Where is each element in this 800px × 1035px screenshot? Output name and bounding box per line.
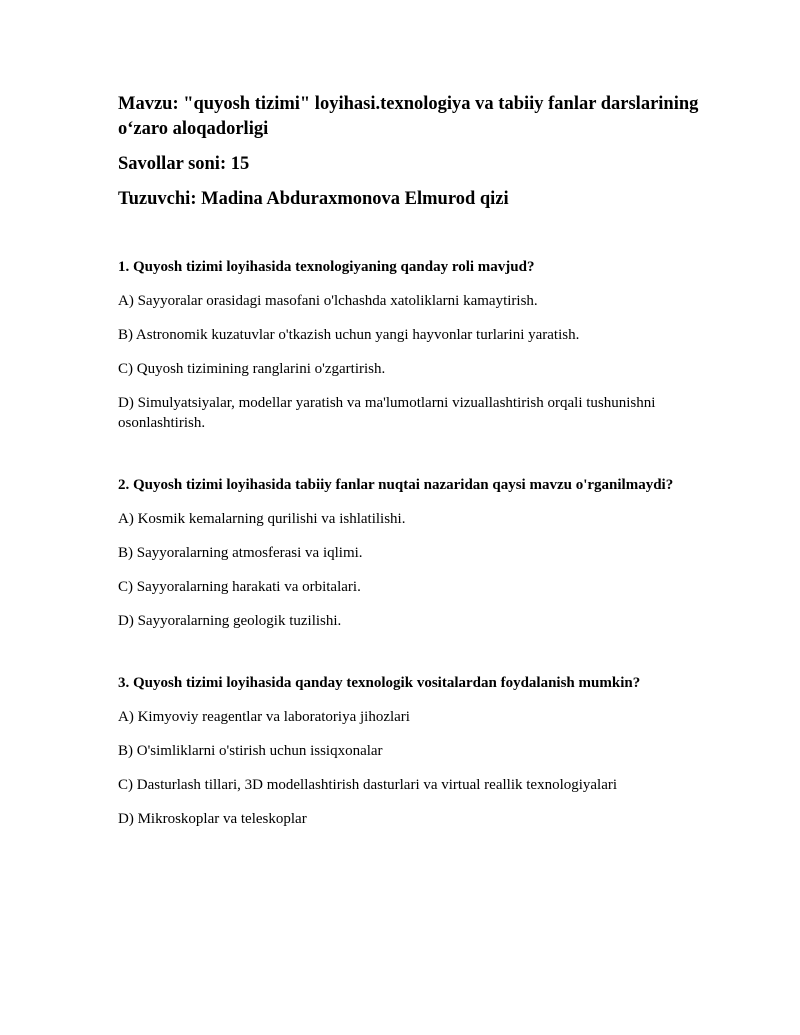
answer-option-d: D) Simulyatsiyalar, modellar yaratish va ma'lumotlarni vizuallashtirish orqali tushunishni osonlashtirish. — [118, 395, 656, 431]
question-2 — [118, 475, 708, 631]
answer-option-c: C) Dasturlash tillari, 3D modellashtirish dasturlari va virtual reallik texnologiyalari — [118, 777, 618, 793]
question-3 — [118, 673, 708, 829]
question-text: 3. Quyosh tizimi loyihasida qanday texnologik vositalardan foydalanish mumkin? — [118, 675, 641, 691]
answer-option-b: B) Sayyoralarning atmosferasi va iqlimi. — [118, 545, 363, 561]
answer-option-a: A) Kosmik kemalarning qurilishi va ishlatilishi. — [118, 511, 406, 527]
answer-option-b: B) O'simliklarni o'stirish uchun issiqxonalar — [118, 743, 383, 759]
answer-option-a: A) Kimyoviy reagentlar va laboratoriya jihozlari — [118, 709, 410, 725]
document-topic: Mavzu: "quyosh tizimi" loyihasi.texnologiya va tabiiy fanlar darslarining o‘zaro aloqadorligi — [118, 94, 699, 139]
question-1 — [118, 257, 708, 433]
answer-option-d: D) Sayyoralarning geologik tuzilishi. — [118, 613, 342, 629]
answer-option-c: C) Quyosh tizimining ranglarini o'zgartirish. — [118, 361, 386, 377]
answer-option-b: B) Astronomik kuzatuvlar o'tkazish uchun yangi hayvonlar turlarini yaratish. — [118, 327, 580, 343]
question-count: Savollar soni: 15 — [118, 154, 250, 174]
answer-option-a: A) Sayyoralar orasidagi masofani o'lchashda xatoliklarni kamaytirish. — [118, 293, 538, 309]
answer-option-c: C) Sayyoralarning harakati va orbitalari. — [118, 579, 361, 595]
question-text: 1. Quyosh tizimi loyihasida texnologiyaning qanday roli mavjud? — [118, 259, 535, 275]
answer-option-d: D) Mikroskoplar va teleskoplar — [118, 811, 307, 827]
document-page — [118, 92, 708, 829]
question-text: 2. Quyosh tizimi loyihasida tabiiy fanlar nuqtai nazaridan qaysi mavzu o'rganilmaydi? — [118, 477, 674, 493]
document-author: Tuzuvchi: Madina Abduraxmonova Elmurod qizi — [118, 189, 509, 209]
